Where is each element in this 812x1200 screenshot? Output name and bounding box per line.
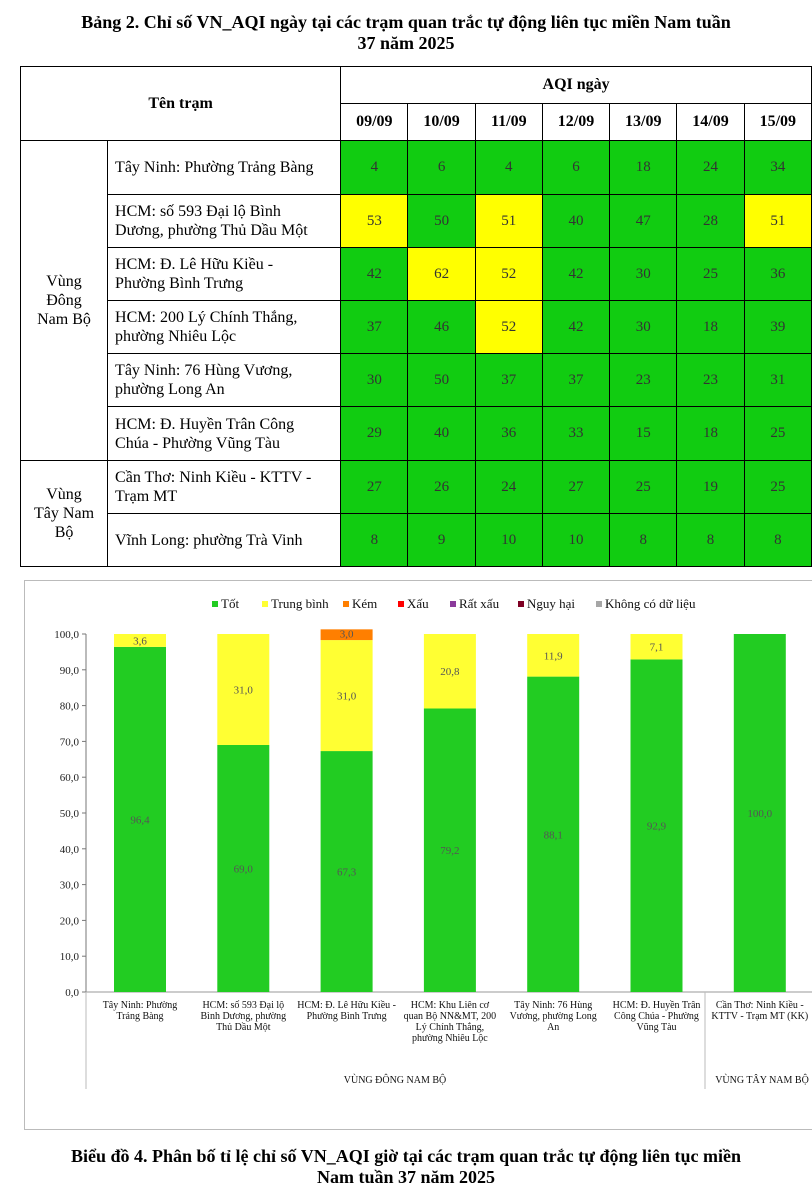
x-category-label: Bình Dương, phường (200, 1011, 287, 1022)
station-name-cell (108, 407, 341, 461)
x-category-label: HCM: Đ. Lê Hữu Kiều - (297, 1000, 396, 1011)
aqi-value-cell: 37 (475, 354, 542, 407)
bar-data-label: 7,1 (649, 641, 664, 654)
y-tick-label: 60,0 (59, 772, 79, 785)
x-category-label: Lý Chính Thắng, (415, 1022, 485, 1033)
x-category-label: Công Chúa - Phường (614, 1011, 699, 1022)
legend-swatch (398, 601, 404, 607)
chart-caption-line-1: Biểu đồ 4. Phân bố tỉ lệ chỉ số VN_AQI giờ tại các trạm quan trắc tự động liên tục miền (71, 1146, 741, 1166)
region-name-line: Đông (46, 292, 82, 309)
aqi-value-cell: 47 (610, 195, 677, 248)
aqi-value-cell: 18 (610, 141, 677, 195)
aqi-value-cell: 52 (475, 301, 542, 354)
legend-label: Trung bình (271, 596, 329, 611)
aqi-value-cell: 23 (610, 354, 677, 407)
station-name-cell (108, 514, 341, 567)
station-name-cell (108, 195, 341, 248)
aqi-value-cell: 18 (677, 301, 744, 354)
aqi-value-cell: 4 (475, 141, 542, 195)
region-name-line: Vùng (46, 273, 82, 290)
aqi-value-cell: 30 (341, 354, 408, 407)
header-date-3: 12/09 (542, 104, 609, 141)
legend-label: Rất xấu (459, 596, 500, 611)
station-name-cell (108, 461, 341, 514)
table-row (21, 248, 812, 301)
bar-data-label: 11,9 (543, 650, 563, 663)
aqi-value-cell: 19 (677, 461, 744, 514)
station-name-line: phường Long An (115, 381, 225, 398)
aqi-value-cell: 8 (677, 514, 744, 567)
station-name-line: Phường Bình Trưng (115, 275, 244, 292)
legend-swatch (212, 601, 218, 607)
aqi-value-cell: 40 (408, 407, 475, 461)
aqi-value-cell: 50 (408, 195, 475, 248)
station-name-line: Dương, phường Thủ Dầu Một (115, 222, 308, 239)
aqi-value-cell: 51 (744, 195, 811, 248)
station-name-cell (108, 248, 341, 301)
aqi-daily-table (20, 66, 812, 567)
table-title (0, 12, 812, 54)
x-category-label: Tây Ninh: Phường (102, 1000, 178, 1011)
aqi-value-cell: 15 (610, 407, 677, 461)
aqi-value-cell: 25 (744, 407, 811, 461)
aqi-value-cell: 36 (475, 407, 542, 461)
aqi-value-cell: 30 (610, 248, 677, 301)
header-date-0: 09/09 (341, 104, 408, 141)
aqi-value-cell: 51 (475, 195, 542, 248)
bar-data-label: 79,2 (440, 845, 460, 858)
region-name-line: Nam Bộ (37, 311, 91, 328)
region-name-line: Vùng (46, 486, 82, 503)
bar-data-label: 100,0 (747, 808, 773, 820)
aqi-value-cell: 25 (610, 461, 677, 514)
x-category-label: Thủ Dầu Một (216, 1022, 271, 1033)
x-category-label: Trảng Bàng (116, 1011, 164, 1022)
header-date-6: 15/09 (744, 104, 811, 141)
aqi-value-cell: 25 (744, 461, 811, 514)
chart-caption-line-2: Nam tuần 37 năm 2025 (316, 1167, 495, 1187)
table-row (21, 195, 812, 248)
aqi-value-cell: 37 (341, 301, 408, 354)
legend-label: Không có dữ liệu (605, 596, 696, 611)
aqi-value-cell: 34 (744, 141, 811, 195)
y-tick-label: 30,0 (59, 879, 79, 892)
station-name-cell (108, 141, 341, 195)
aqi-value-cell: 26 (408, 461, 475, 514)
y-tick-label: 80,0 (59, 700, 79, 713)
legend-swatch (262, 601, 268, 607)
aqi-value-cell: 18 (677, 407, 744, 461)
bar-data-label: 96,4 (130, 814, 150, 827)
x-category-label: phường Nhiêu Lộc (412, 1033, 488, 1044)
aqi-value-cell: 33 (542, 407, 609, 461)
chart-caption (0, 1146, 812, 1188)
legend-swatch (596, 601, 602, 607)
station-name-line: HCM: Đ. Lê Hữu Kiều - (115, 256, 274, 273)
aqi-value-cell: 10 (475, 514, 542, 567)
legend-swatch (343, 601, 349, 607)
stacked-bar-chart (25, 581, 812, 1131)
aqi-value-cell: 23 (677, 354, 744, 407)
region-name-line: Bộ (54, 524, 74, 541)
legend-swatch (518, 601, 524, 607)
x-category-label: Phường Bình Trưng (306, 1011, 387, 1022)
aqi-value-cell: 30 (610, 301, 677, 354)
x-category-label: An (547, 1022, 560, 1033)
station-name-line: HCM: Đ. Huyền Trân Công (115, 415, 295, 433)
bar-data-label: 69,0 (233, 863, 253, 876)
aqi-value-cell: 6 (542, 141, 609, 195)
aqi-value-cell: 6 (408, 141, 475, 195)
table-row (21, 301, 812, 354)
aqi-value-cell: 39 (744, 301, 811, 354)
aqi-value-cell: 25 (677, 248, 744, 301)
aqi-value-cell: 9 (408, 514, 475, 567)
x-category-label: Vũng Tàu (636, 1022, 677, 1033)
aqi-value-cell: 8 (744, 514, 811, 567)
y-tick-label: 40,0 (59, 843, 79, 856)
group-label: VÙNG ĐÔNG NAM BỘ (343, 1075, 447, 1086)
bar-data-label: 31,0 (233, 684, 253, 697)
legend-label: Xấu (407, 596, 429, 611)
station-name-cell (108, 354, 341, 407)
station-name-line: HCM: 200 Lý Chính Thắng, (115, 309, 298, 326)
table-title-line-2: 37 năm 2025 (357, 33, 455, 53)
legend-swatch (450, 601, 456, 607)
x-category-label: KTTV - Trạm MT (KK) (711, 1011, 809, 1022)
table-row (21, 141, 812, 195)
table-row (21, 407, 812, 461)
aqi-value-cell: 27 (542, 461, 609, 514)
header-aqi-day: AQI ngày (341, 67, 812, 104)
legend-label: Tốt (221, 596, 240, 611)
x-category-label: Cần Thơ: Ninh Kiều - (715, 1000, 804, 1011)
header-date-5: 14/09 (677, 104, 744, 141)
aqi-value-cell: 50 (408, 354, 475, 407)
y-tick-label: 10,0 (59, 951, 79, 964)
legend-label: Kém (352, 596, 378, 611)
x-category-label: Vương, phường Long (509, 1011, 597, 1022)
chart-frame (24, 580, 812, 1130)
station-name-line: Chúa - Phường Vũng Tàu (115, 434, 281, 452)
aqi-value-cell: 46 (408, 301, 475, 354)
bar-data-label: 3,6 (133, 635, 147, 648)
aqi-value-cell: 42 (542, 301, 609, 354)
aqi-value-cell: 28 (677, 195, 744, 248)
aqi-value-cell: 27 (341, 461, 408, 514)
aqi-value-cell: 24 (475, 461, 542, 514)
station-name-line: Tây Ninh: 76 Hùng Vương, (115, 362, 293, 379)
y-tick-label: 0,0 (65, 987, 79, 999)
aqi-value-cell: 37 (542, 354, 609, 407)
aqi-value-cell: 10 (542, 514, 609, 567)
aqi-value-cell: 4 (341, 141, 408, 195)
bar-data-label: 88,1 (543, 829, 563, 842)
aqi-value-cell: 8 (610, 514, 677, 567)
aqi-value-cell: 42 (341, 248, 408, 301)
bar-data-label: 92,9 (646, 820, 667, 833)
table-row (21, 461, 812, 514)
x-category-label: HCM: Khu Liên cơ (410, 1000, 490, 1011)
table-row (21, 514, 812, 567)
region-name-line: Tây Nam (34, 505, 95, 522)
aqi-value-cell: 42 (542, 248, 609, 301)
station-name-line: Vĩnh Long: phường Trà Vinh (115, 531, 303, 549)
header-date-4: 13/09 (610, 104, 677, 141)
header-date-1: 10/09 (408, 104, 475, 141)
aqi-value-cell: 8 (341, 514, 408, 567)
x-category-label: HCM: số 593 Đại lộ (202, 1000, 285, 1011)
aqi-value-cell: 24 (677, 141, 744, 195)
y-tick-label: 50,0 (59, 808, 79, 820)
y-tick-label: 100,0 (54, 629, 79, 641)
aqi-value-cell: 62 (408, 248, 475, 301)
region-cell (21, 461, 108, 567)
station-name-cell (108, 301, 341, 354)
group-label: VÙNG TÂY NAM BỘ (715, 1075, 809, 1086)
aqi-value-cell: 52 (475, 248, 542, 301)
header-date-2: 11/09 (475, 104, 542, 141)
station-name-line: Cần Thơ: Ninh Kiều - KTTV - (115, 469, 312, 486)
legend-label: Nguy hại (527, 596, 576, 611)
aqi-value-cell: 29 (341, 407, 408, 461)
y-tick-label: 90,0 (59, 664, 79, 677)
y-tick-label: 20,0 (59, 915, 79, 928)
bar-data-label: 20,8 (440, 666, 460, 679)
station-name-line: HCM: số 593 Đại lộ Bình (115, 203, 281, 220)
station-name-line: Tây Ninh: Phường Trảng Bàng (115, 159, 314, 176)
station-name-line: Trạm MT (115, 488, 178, 505)
aqi-value-cell: 31 (744, 354, 811, 407)
aqi-value-cell: 40 (542, 195, 609, 248)
aqi-value-cell: 53 (341, 195, 408, 248)
bar-data-label: 3,0 (339, 628, 354, 641)
table-title-line-1: Bảng 2. Chỉ số VN_AQI ngày tại các trạm quan trắc tự động liên tục miền Nam tuần (81, 12, 731, 32)
x-category-label: HCM: Đ. Huyền Trân (612, 1000, 701, 1011)
aqi-value-cell: 36 (744, 248, 811, 301)
bar-data-label: 67,3 (336, 866, 357, 879)
x-category-label: quan Bộ NN&MT, 200 (403, 1011, 497, 1022)
bar-data-label: 31,0 (336, 690, 357, 703)
x-category-label: Tây Ninh: 76 Hùng (514, 1000, 593, 1011)
header-station-name: Tên trạm (21, 67, 341, 141)
region-cell (21, 141, 108, 461)
station-name-line: phường Nhiêu Lộc (115, 328, 237, 345)
table-row (21, 354, 812, 407)
y-tick-label: 70,0 (59, 736, 79, 749)
